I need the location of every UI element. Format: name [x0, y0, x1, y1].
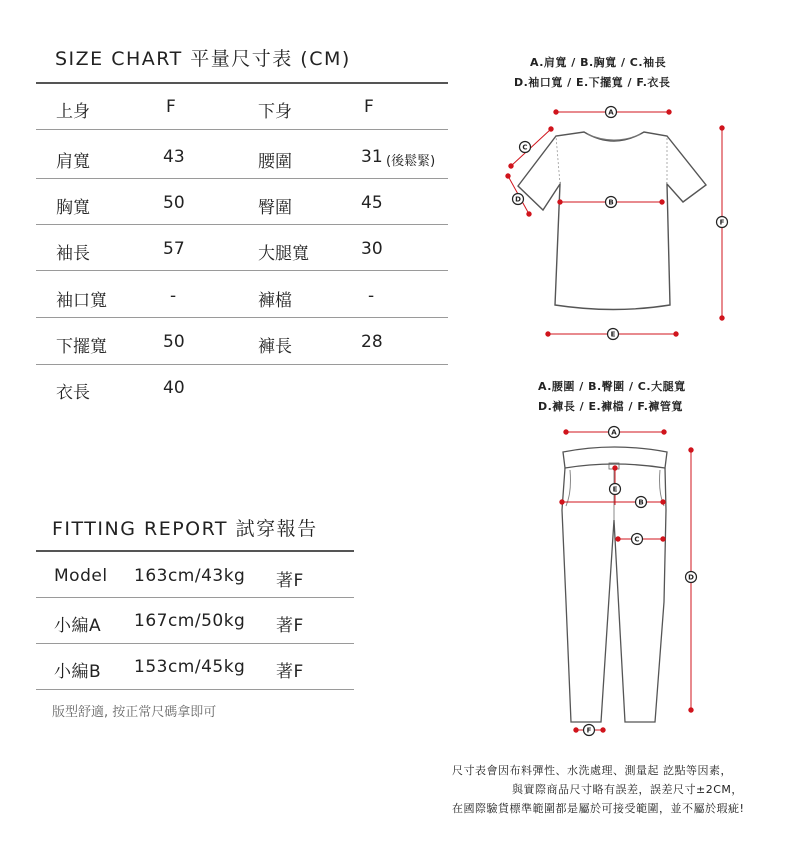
fitting-body: 153cm/45kg: [134, 657, 246, 677]
marker-label: A: [611, 428, 617, 437]
row-divider: [36, 597, 354, 598]
bottom-header-size: F: [364, 97, 374, 117]
fitting-size: 著F: [276, 616, 304, 636]
marker-label: D: [515, 195, 521, 204]
tshirt-collar: [587, 134, 641, 140]
fitting-body: 167cm/50kg: [134, 611, 246, 631]
fitting-footnote: 版型舒適, 按正常尺碼拿即可: [52, 705, 217, 720]
top-label: 胸寬: [56, 198, 90, 218]
size-chart-title: SIZE CHART 平量尺寸表 (CM): [55, 48, 351, 70]
top-legend-line1: A.肩寬 / B.胸寬 / C.袖長: [530, 56, 667, 69]
bottom-label: 臀圍: [258, 198, 292, 218]
bottom-value: -: [368, 286, 375, 306]
top-header-label: 上身: [56, 102, 90, 122]
pants-diagram: [540, 420, 720, 740]
disclaimer-line2: 與實際商品尺寸略有誤差，誤差尺寸±2CM，: [512, 783, 743, 796]
fitting-name: 小編A: [54, 616, 102, 636]
top-header-size: F: [166, 97, 176, 117]
row-divider: [36, 224, 448, 225]
row-divider: [36, 178, 448, 179]
top-value: 50: [163, 193, 185, 213]
bottom-note: (後鬆緊): [386, 154, 436, 169]
fitting-name: Model: [54, 566, 108, 586]
row-divider: [36, 129, 448, 130]
fitting-size: 著F: [276, 571, 304, 591]
bottom-value: 45: [361, 193, 383, 213]
fitting-report-divider: [36, 550, 354, 552]
top-label: 下擺寬: [56, 337, 107, 357]
disclaimer-line3: 在國際驗貨標準範圍都是屬於可接受範圍，並不屬於瑕疵!: [452, 802, 745, 815]
marker-label: C: [522, 143, 528, 152]
bottom-legend-line2: D.褲長 / E.褲檔 / F.褲管寬: [538, 400, 683, 413]
marker-label: E: [610, 330, 616, 339]
bottom-label: 褲檔: [258, 291, 292, 311]
top-label: 肩寬: [56, 152, 90, 172]
top-value: -: [170, 286, 177, 306]
bottom-markers: [584, 427, 697, 736]
bottom-value: 31: [361, 147, 383, 167]
tshirt-diagram: [490, 100, 750, 350]
row-divider: [36, 689, 354, 690]
top-label: 袖長: [56, 244, 90, 264]
top-value: 40: [163, 378, 185, 398]
top-label: 袖口寬: [56, 291, 107, 311]
marker-label: F: [719, 218, 725, 227]
row-divider: [36, 364, 448, 365]
tshirt-seam: [556, 136, 667, 184]
top-value: 57: [163, 239, 185, 259]
bottom-label: 褲長: [258, 337, 292, 357]
marker-label: A: [608, 108, 614, 117]
marker-label: F: [586, 726, 592, 735]
marker-label: D: [688, 573, 694, 582]
top-value: 43: [163, 147, 185, 167]
row-divider: [36, 270, 448, 271]
marker-label: B: [638, 498, 644, 507]
bottom-label: 大腿寬: [258, 244, 309, 264]
row-divider: [36, 317, 448, 318]
bottom-header-label: 下身: [258, 102, 292, 122]
top-legend-line2: D.袖口寬 / E.下擺寬 / F.衣長: [514, 76, 671, 89]
marker-label: B: [608, 198, 614, 207]
pants-waistband: [563, 447, 667, 468]
fitting-body: 163cm/43kg: [134, 566, 246, 586]
top-label: 衣長: [56, 383, 90, 403]
bottom-value: 28: [361, 332, 383, 352]
bottom-value: 30: [361, 239, 383, 259]
top-markers: [513, 107, 728, 340]
top-value: 50: [163, 332, 185, 352]
fitting-name: 小編B: [54, 662, 102, 682]
disclaimer-line1: 尺寸表會因布料彈性、水洗處理、測量起 訖點等因素，: [452, 764, 732, 777]
bottom-legend-line1: A.腰圍 / B.臀圍 / C.大腿寬: [538, 380, 686, 393]
fitting-report-title: FITTING REPORT 試穿報告: [52, 518, 318, 540]
marker-label: C: [634, 535, 640, 544]
size-chart-divider: [36, 82, 448, 84]
row-divider: [36, 643, 354, 644]
fitting-size: 著F: [276, 662, 304, 682]
tshirt-outline: [518, 132, 706, 310]
bottom-label: 腰圍: [258, 152, 292, 172]
marker-label: E: [612, 485, 618, 494]
